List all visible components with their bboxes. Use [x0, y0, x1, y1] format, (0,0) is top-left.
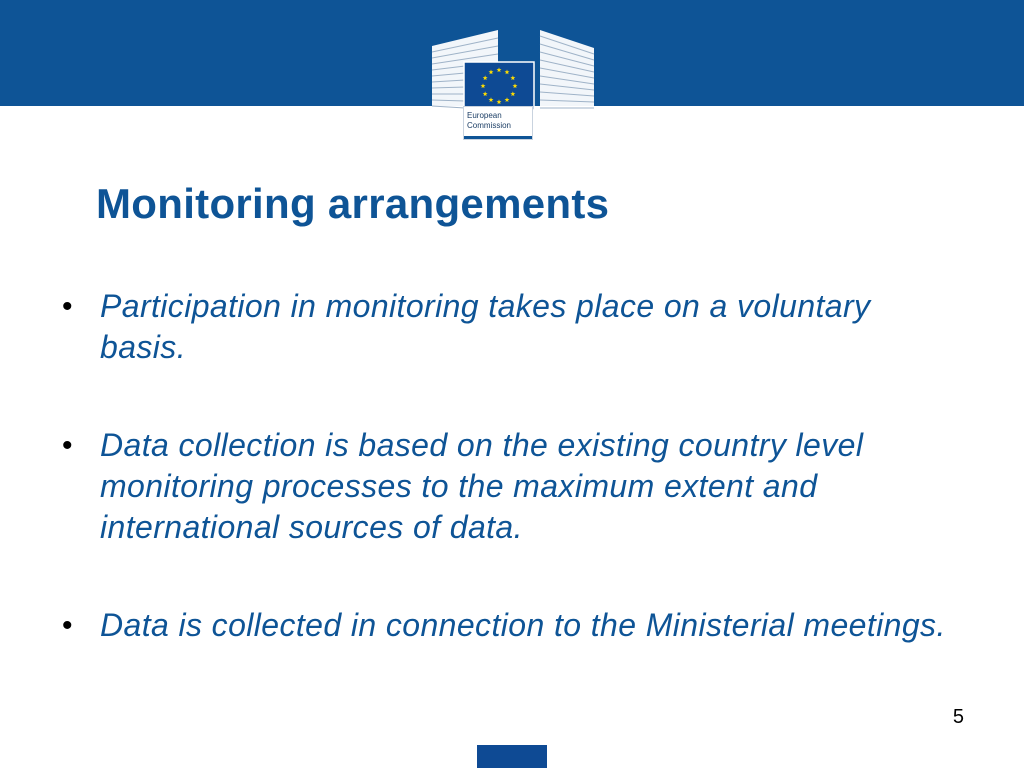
bullet-item [58, 605, 958, 646]
logo-underline [464, 136, 532, 139]
bullet-text: Data is collected in connection to the Ministerial meetings. [100, 607, 946, 643]
slide-title: Monitoring arrangements [96, 180, 610, 227]
bullet-marker: • [62, 609, 73, 642]
bullet-text: Participation in monitoring takes place on a voluntary basis. [100, 288, 871, 365]
bullet-marker: • [62, 290, 73, 323]
footer-eu-flag [477, 745, 547, 768]
logo-text-box [463, 106, 533, 140]
european-commission-logo [428, 26, 596, 144]
bullet-item [58, 286, 958, 368]
bullet-text: Data collection is based on the existing country level monitoring processes to the maximum extent and international sources of data. [100, 427, 864, 545]
bullet-item [58, 425, 958, 548]
logo-text: European Commission [467, 111, 512, 130]
bullet-list [58, 286, 958, 703]
page-number: 5 [952, 706, 964, 728]
bullet-marker: • [62, 429, 73, 462]
